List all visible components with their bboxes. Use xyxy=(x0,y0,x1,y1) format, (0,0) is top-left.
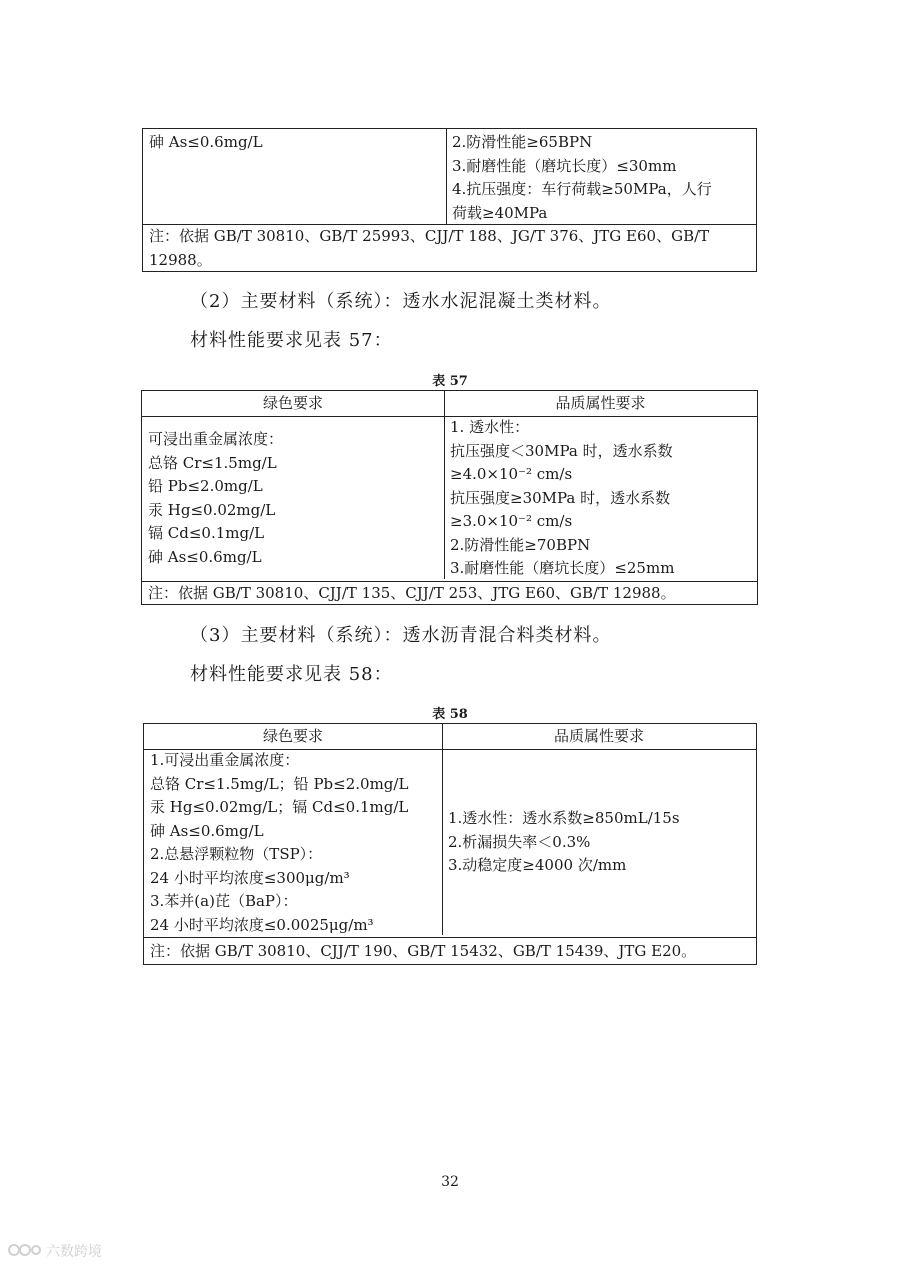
table-caption: 表 58 xyxy=(432,707,468,722)
cell-line: 1.可浸出重金属浓度： xyxy=(150,751,300,769)
cell-line: 砷 As≤0.6mg/L xyxy=(149,133,263,151)
watermark-text: 六数跨境 xyxy=(46,1244,102,1260)
cell-line: 4.抗压强度：车行荷载≥50MPa，人行 xyxy=(452,180,712,198)
quality-requirements-cell xyxy=(446,129,756,224)
cell-line: 3.动稳定度≥4000 次/mm xyxy=(448,856,627,874)
column-header-quality: 品质属性要求 xyxy=(555,394,646,412)
cell-line: 24 小时平均浓度≤0.0025μg/m³ xyxy=(150,915,374,934)
cell-line: 2.防滑性能≥70BPN xyxy=(450,535,591,554)
table-58 xyxy=(143,723,757,965)
section-heading: （3）主要材料（系统）：透水沥青混合料类材料。 xyxy=(190,625,612,646)
page-number: 32 xyxy=(441,1174,459,1190)
note-line: 注：依据 GB/T 30810、GB/T 25993、CJJ/T 188、JG/T 376、JTG E60、GB/T xyxy=(149,227,710,245)
green-requirements-cell xyxy=(142,416,444,581)
green-requirements-cell xyxy=(144,749,442,937)
quality-requirements-cell xyxy=(444,416,757,581)
cell-line: 汞 Hg≤0.02mg/L xyxy=(148,500,276,519)
cell-line: 2.防滑性能≥65BPN xyxy=(452,133,593,151)
quality-requirements-cell xyxy=(442,749,756,937)
cell-line: 3.耐磨性能（磨坑长度）≤30mm xyxy=(452,156,677,175)
cell-line: ≥4.0×10⁻² cm/s xyxy=(450,465,573,483)
table-note: 注：依据 GB/T 30810、CJJ/T 135、CJJ/T 253、JTG E60、GB/T 12988。 xyxy=(148,584,676,602)
table-continued-body-row xyxy=(143,129,756,224)
table-continued-note-row xyxy=(143,224,756,271)
note-line: 12988。 xyxy=(149,250,212,269)
watermark-logo-icon xyxy=(8,1241,42,1263)
cell-line: 砷 As≤0.6mg/L xyxy=(148,547,262,566)
watermark xyxy=(8,1241,102,1263)
cell-line: 2.总悬浮颗粒物（TSP）： xyxy=(150,845,323,863)
table-header-row xyxy=(142,391,757,416)
cell-line: 1.透水性：透水系数≥850mL/15s xyxy=(448,809,680,827)
cell-line: 砷 As≤0.6mg/L xyxy=(150,821,264,840)
cell-line: ≥3.0×10⁻² cm/s xyxy=(450,512,573,530)
cell-line: 抗压强度＜30MPa 时，透水系数 xyxy=(450,441,673,460)
cell-line: 3.苯并(a)芘（BaP）： xyxy=(150,892,298,910)
table-note xyxy=(143,224,756,271)
table-body-row xyxy=(142,416,757,581)
cell-line: 铅 Pb≤2.0mg/L xyxy=(148,477,263,495)
cell-line: 汞 Hg≤0.02mg/L；镉 Cd≤0.1mg/L xyxy=(150,798,409,816)
table-note-row xyxy=(142,581,757,604)
cell-line: 镉 Cd≤0.1mg/L xyxy=(148,524,265,542)
table-note-row xyxy=(144,937,756,964)
cell-line: 总铬 Cr≤1.5mg/L xyxy=(148,453,277,472)
section-intro: 材料性能要求见表 58： xyxy=(190,664,393,685)
section-heading: （2）主要材料（系统）：透水水泥混凝土类材料。 xyxy=(190,291,612,312)
section-intro: 材料性能要求见表 57： xyxy=(190,330,393,351)
column-header-green: 绿色要求 xyxy=(262,394,323,412)
cell-line: 可浸出重金属浓度： xyxy=(148,430,284,448)
cell-line: 1. 透水性： xyxy=(450,418,530,436)
table-57 xyxy=(141,390,758,605)
cell-line: 总铬 Cr≤1.5mg/L；铅 Pb≤2.0mg/L xyxy=(150,774,409,793)
cell-line: 24 小时平均浓度≤300μg/m³ xyxy=(150,868,350,887)
table-body-row xyxy=(144,749,756,937)
cell-line: 3.耐磨性能（磨坑长度）≤25mm xyxy=(450,559,675,577)
green-requirements-cell xyxy=(143,129,446,224)
cell-line: 荷载≥40MPa xyxy=(452,203,548,222)
table-header-row xyxy=(144,724,756,749)
table-continued xyxy=(142,128,757,272)
cell-line: 2.析漏损失率＜0.3% xyxy=(448,832,591,851)
column-header-green: 绿色要求 xyxy=(262,727,323,745)
table-note: 注：依据 GB/T 30810、CJJ/T 190、GB/T 15432、GB/T 15439、JTG E20。 xyxy=(150,942,697,960)
cell-line: 抗压强度≥30MPa 时，透水系数 xyxy=(450,488,671,507)
table-caption: 表 57 xyxy=(432,374,468,389)
column-header-quality: 品质属性要求 xyxy=(553,727,644,745)
